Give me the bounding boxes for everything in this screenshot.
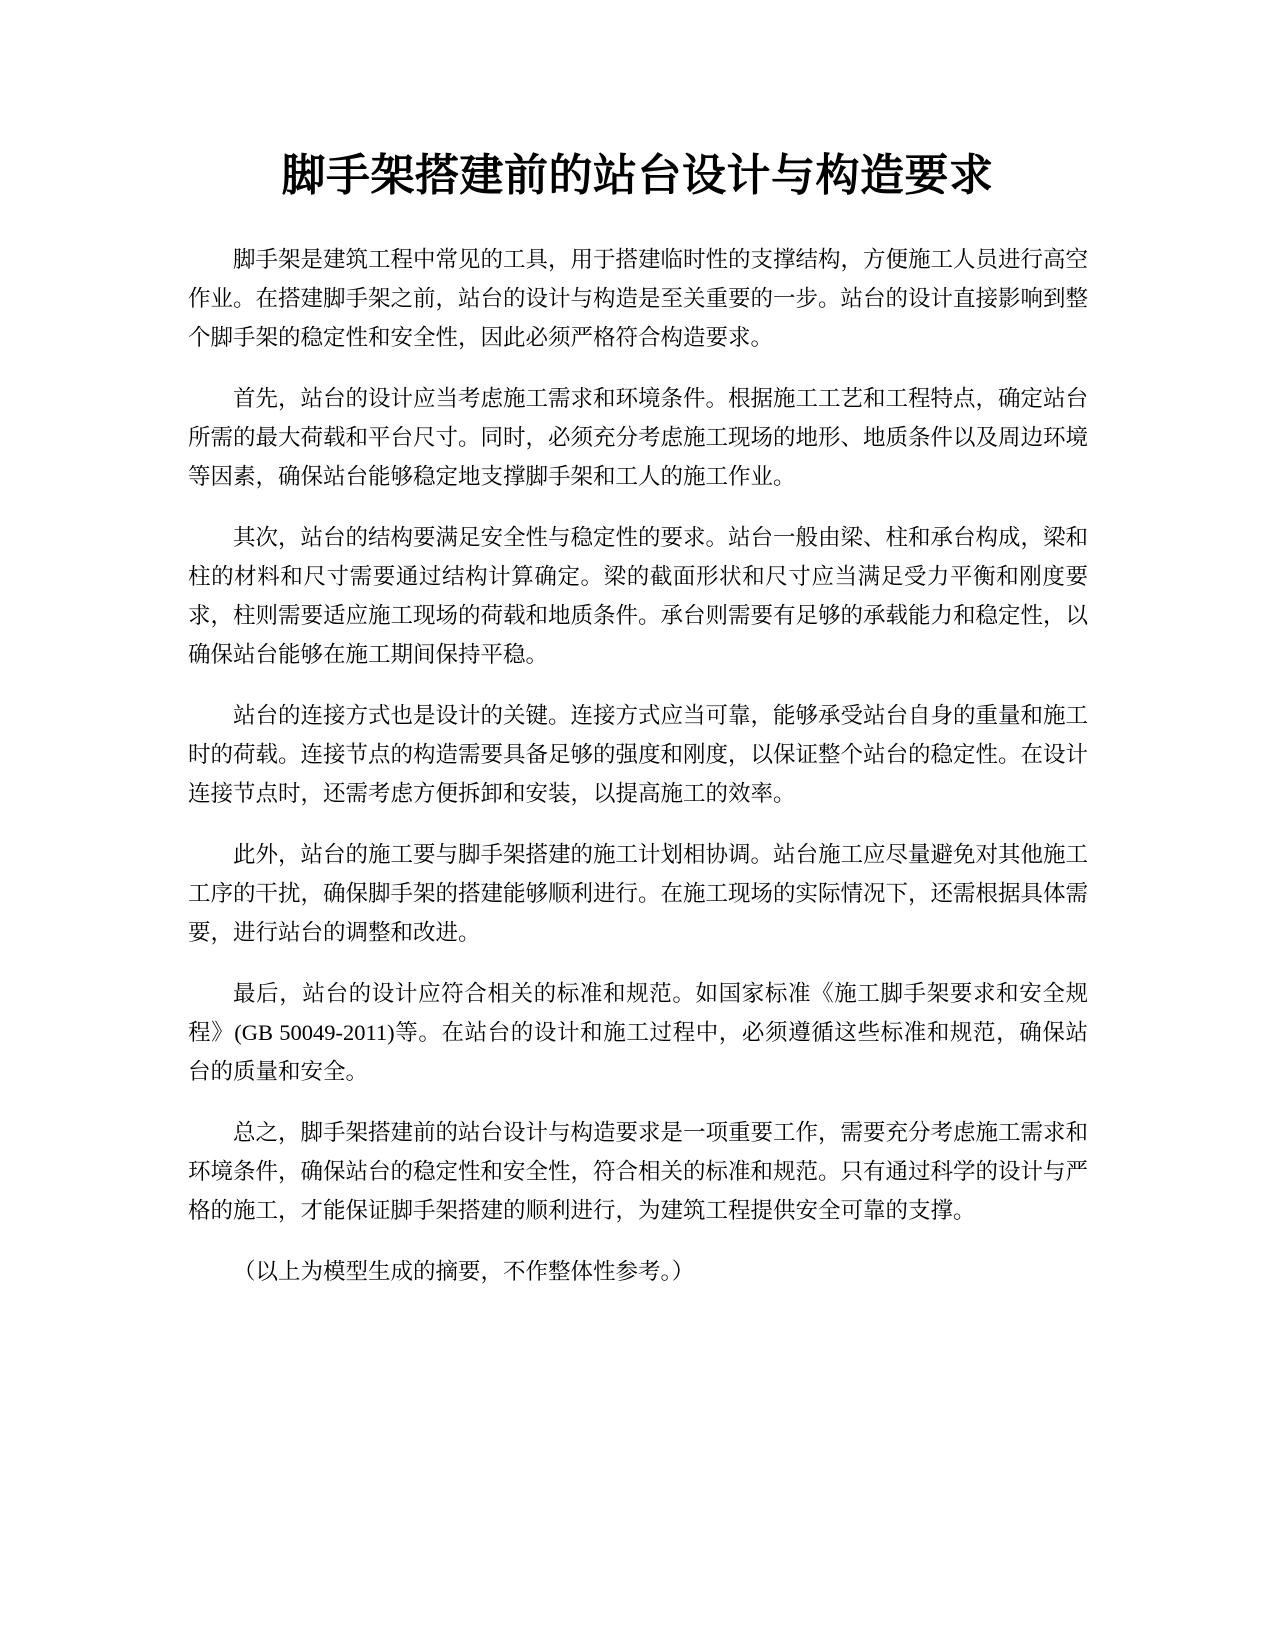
paragraph-coordination: 此外，站台的施工要与脚手架搭建的施工计划相协调。站台施工应尽量避免对其他施工工序的干扰，确保脚手架的搭建能够顺利进行。在施工现场的实际情况下，还需根据具体需要，进行站台的调整和改进。 [188, 842, 1089, 945]
paragraph-intro: 脚手架是建筑工程中常见的工具，用于搭建临时性的支撑结构，方便施工人员进行高空作业。在搭建脚手架之前，站台的设计与构造是至关重要的一步。站台的设计直接影响到整个脚手架的稳定性和安全性，因此必须严格符合构造要求。 [188, 247, 1089, 350]
page-title: 脚手架搭建前的站台设计与构造要求 [281, 150, 994, 201]
paragraph-second: 其次，站台的结构要满足安全性与稳定性的要求。站台一般由梁、柱和承台构成，梁和柱的材料和尺寸需要通过结构计算确定。梁的截面形状和尺寸应当满足受力平衡和刚度要求，柱则需要适应施工现场的荷载和地质条件。承台则需要有足够的承载能力和稳定性，以确保站台能够在施工期间保持平稳。 [188, 525, 1089, 667]
paragraph-conclusion: 总之，脚手架搭建前的站台设计与构造要求是一项重要工作，需要充分考虑施工需求和环境条件，确保站台的稳定性和安全性，符合相关的标准和规范。只有通过科学的设计与严格的施工，才能保证脚手架搭建的顺利进行，为建筑工程提供安全可靠的支撑。 [188, 1120, 1089, 1223]
disclaimer-note: （以上为模型生成的摘要，不作整体性参考。） [233, 1259, 695, 1284]
paragraph-connection: 站台的连接方式也是设计的关键。连接方式应当可靠，能够承受站台自身的重量和施工时的荷载。连接节点的构造需要具备足够的强度和刚度，以保证整个站台的稳定性。在设计连接节点时，还需考虑方便拆卸和安装，以提高施工的效率。 [188, 703, 1089, 806]
document-body [188, 240, 1088, 1313]
paragraph-standards: 最后，站台的设计应符合相关的标准和规范。如国家标准《施工脚手架要求和安全规程》(GB 50049-2011)等。在站台的设计和施工过程中，必须遵循这些标准和规范，确保站台的质量和安全。 [188, 981, 1088, 1084]
paragraph-first: 首先，站台的设计应当考虑施工需求和环境条件。根据施工工艺和工程特点，确定站台所需的最大荷载和平台尺寸。同时，必须充分考虑施工现场的地形、地质条件以及周边环境等因素，确保站台能够稳定地支撑脚手架和工人的施工作业。 [188, 386, 1089, 489]
